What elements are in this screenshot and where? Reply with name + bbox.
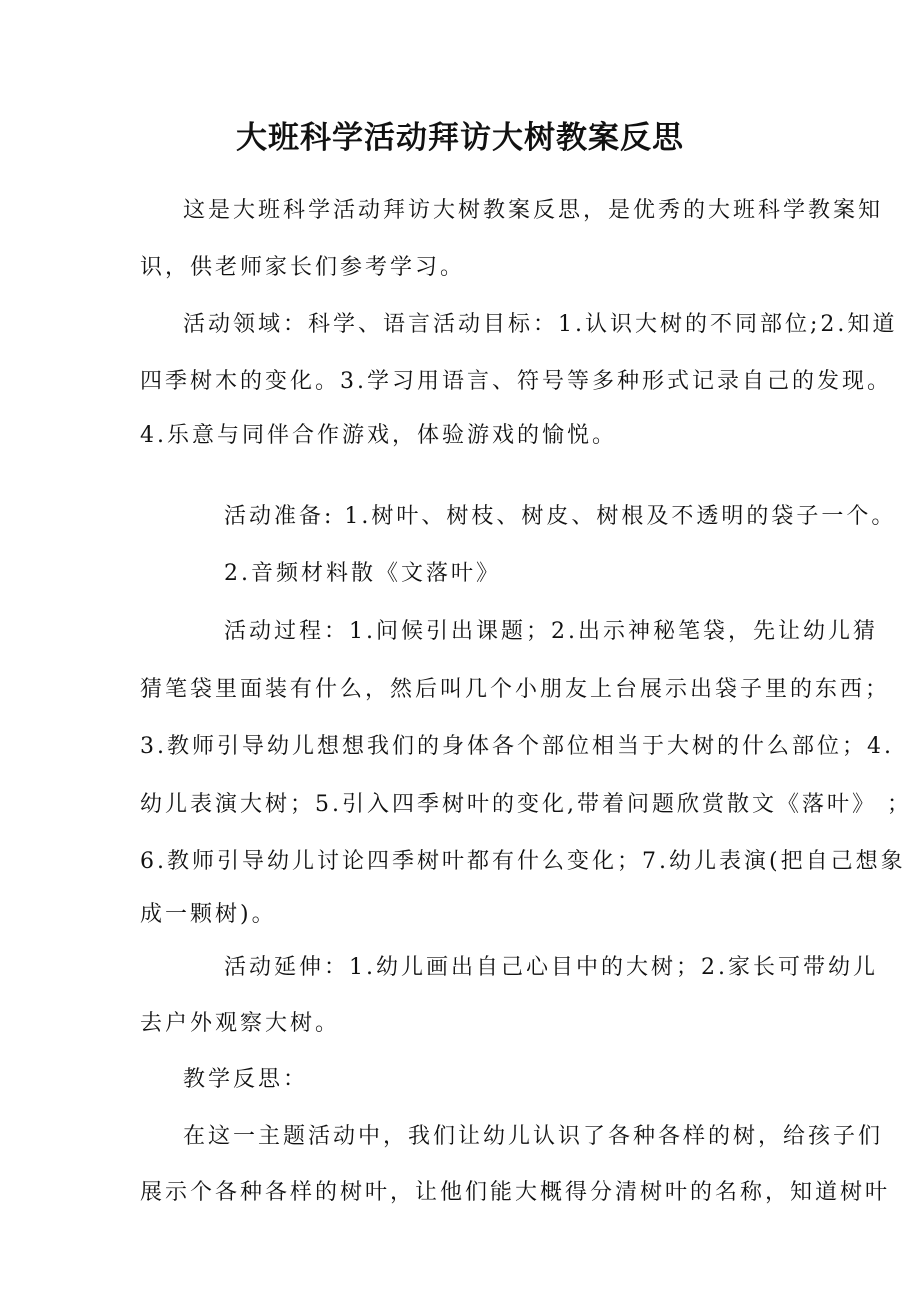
- process-line: 3.教师引导幼儿想想我们的身体各个部位相当于大树的什么部位；4.: [140, 734, 894, 759]
- objectives-line: 活动领域：科学、语言活动目标：1.认识大树的不同部位;2.知道: [183, 312, 898, 337]
- process-line: 6.教师引导幼儿讨论四季树叶都有什么变化；7.幼儿表演(把自己想象: [140, 849, 906, 874]
- document-title: 大班科学活动拜访大树教案反思: [236, 120, 684, 156]
- objectives-line: 4.乐意与同伴合作游戏，体验游戏的愉悦。: [140, 423, 617, 448]
- intro-line: 这是大班科学活动拜访大树教案反思，是优秀的大班科学教案知: [183, 198, 884, 223]
- preparation-line: 活动准备: 1.树叶、树枝、树皮、树根及不透明的袋子一个。: [224, 504, 897, 529]
- intro-line: 识，供老师家长们参考学习。: [140, 255, 466, 280]
- reflection-heading: 教学反思：: [183, 1067, 309, 1092]
- extension-line: 去户外观察大树。: [140, 1011, 341, 1036]
- process-line: 成一颗树)。: [140, 902, 277, 927]
- reflection-line: 展示个各种各样的树叶，让他们能大概得分清树叶的名称，知道树叶: [140, 1180, 891, 1205]
- process-line: 猜笔袋里面装有什么，然后叫几个小朋友上台展示出袋子里的东西；: [140, 677, 891, 702]
- objectives-line: 四季树木的变化。3.学习用语言、符号等多种形式记录自己的发现。: [140, 369, 892, 394]
- process-line: 活动过程：1.问候引出课题；2.出示神秘笔袋，先让幼儿猜: [224, 619, 878, 644]
- process-line: 幼儿表演大树；5.引入四季树叶的变化,带着问题欣赏散文《落叶》 ；: [140, 792, 912, 817]
- extension-line: 活动延伸：1.幼儿画出自己心目中的大树；2.家长可带幼儿: [224, 955, 878, 980]
- reflection-line: 在这一主题活动中，我们让幼儿认识了各种各样的树，给孩子们: [183, 1124, 884, 1149]
- preparation-line: 2.音频材料散《文落叶》: [224, 561, 501, 586]
